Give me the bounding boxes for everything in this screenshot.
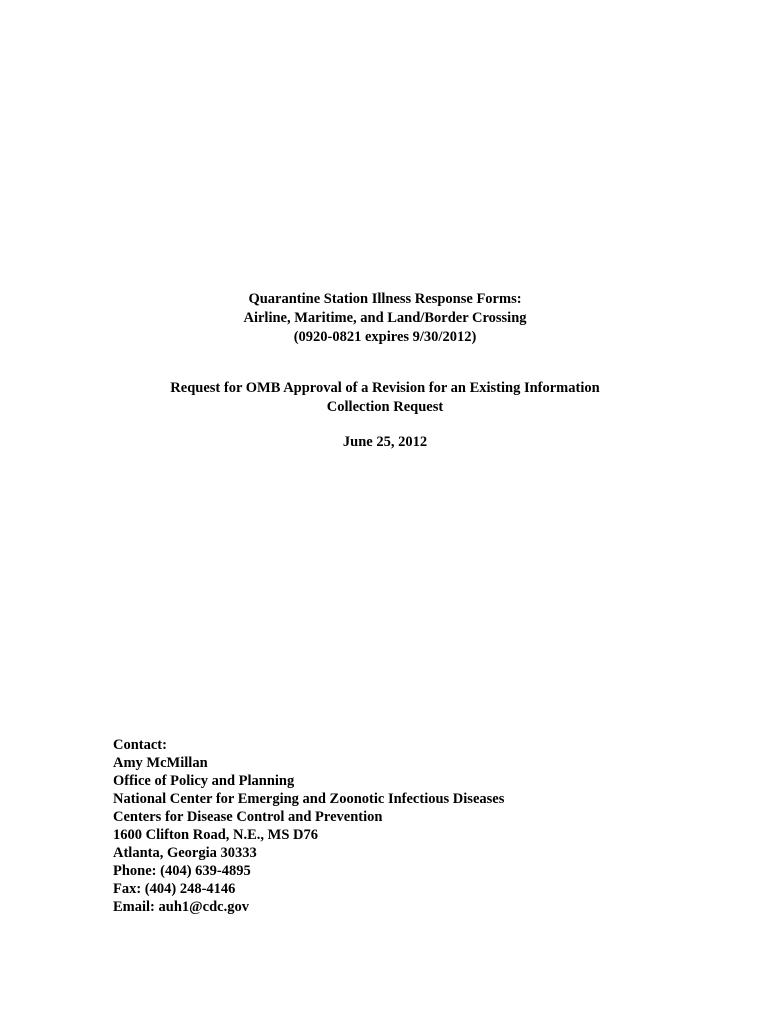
contact-city: Atlanta, Georgia 30333 [113,845,257,861]
request-subtitle [0,379,770,417]
document-date: June 25, 2012 [342,434,428,450]
contact-heading: Contact: [113,737,167,753]
contact-address: 1600 Clifton Road, N.E., MS D76 [113,827,319,843]
request-line-2: Collection Request [326,399,444,415]
contact-office: Office of Policy and Planning [113,773,295,789]
contact-name: Amy McMillan [113,755,208,771]
contact-phone: Phone: (404) 639-4895 [113,863,251,879]
contact-block [113,736,673,916]
title-line-2: Airline, Maritime, and Land/Border Crossing [243,310,527,326]
title-line-3: (0920-0821 expires 9/30/2012) [293,329,477,345]
contact-email: Email: auh1@cdc.gov [113,899,249,915]
contact-fax: Fax: (404) 248-4146 [113,881,236,897]
contact-agency: Centers for Disease Control and Prevention [113,809,383,825]
document-title [0,290,770,347]
title-line-1: Quarantine Station Illness Response Forms: [248,291,522,307]
request-line-1: Request for OMB Approval of a Revision for an Existing Information [170,380,600,396]
contact-center: National Center for Emerging and Zoonotic Infectious Diseases [113,791,505,807]
